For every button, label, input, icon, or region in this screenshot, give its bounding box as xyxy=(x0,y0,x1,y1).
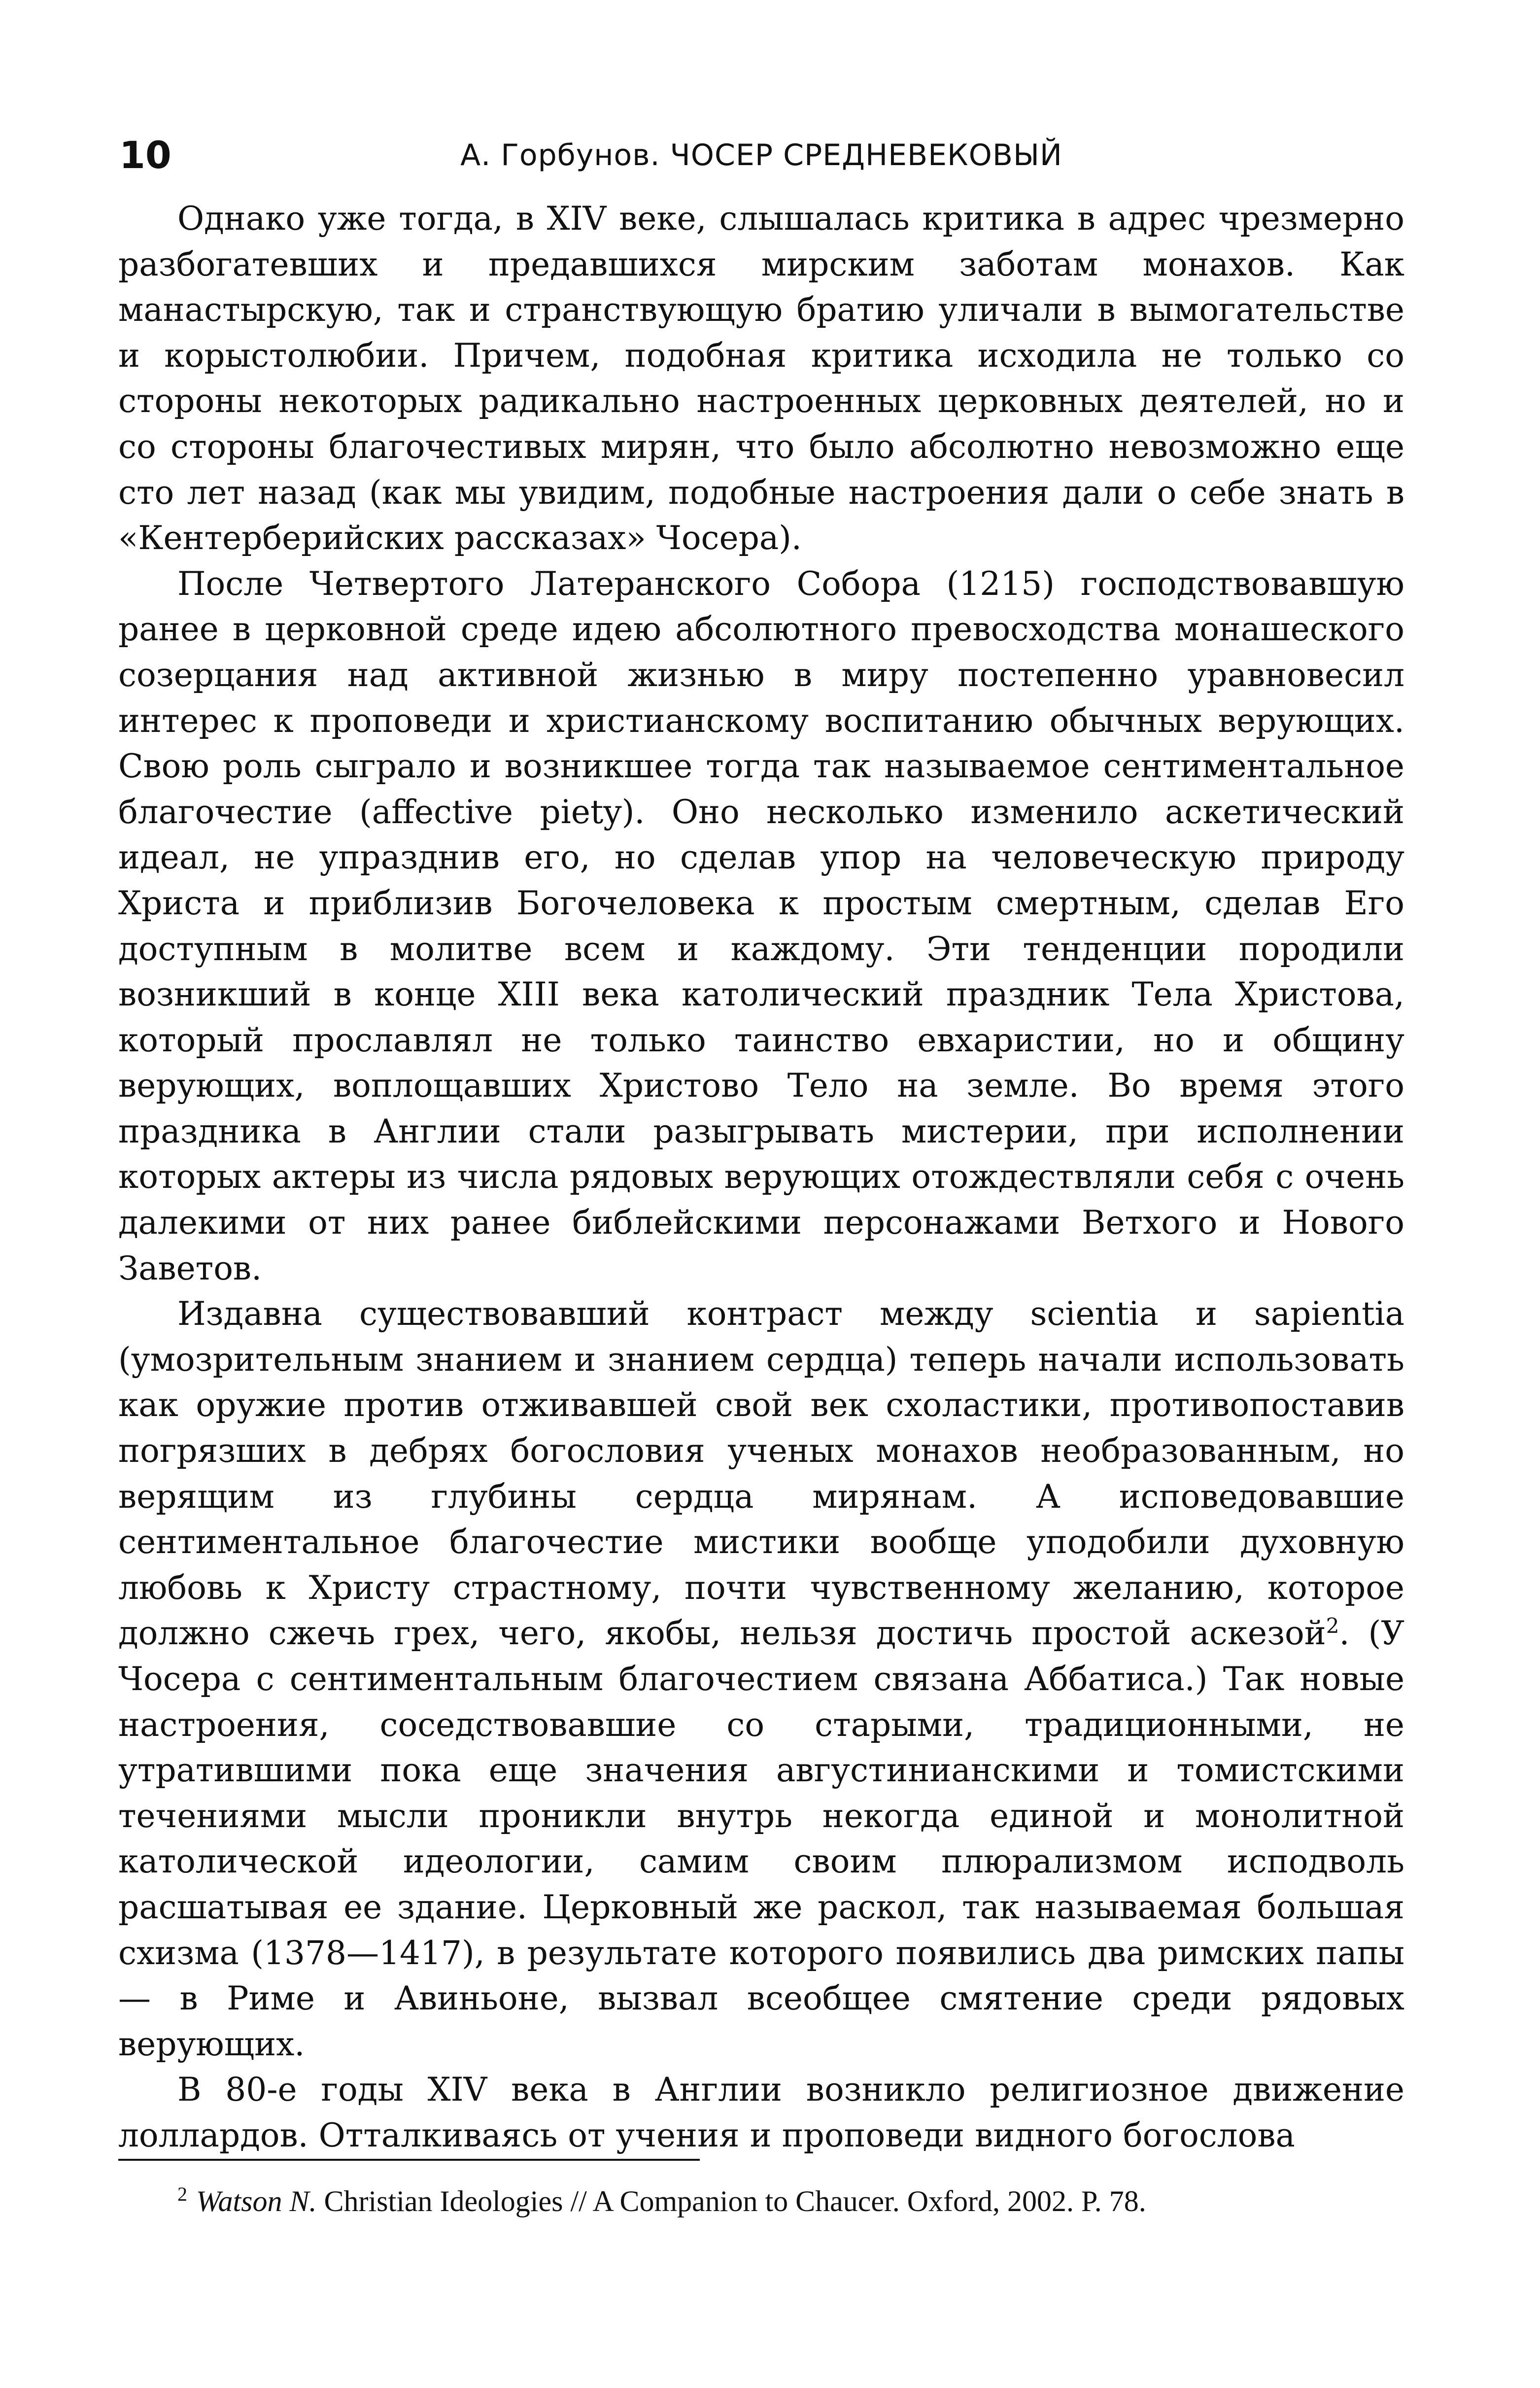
paragraph-3-text-before: Издавна существовавший контраст между scientia и sapientia (умозрительным знанием и знанием сердца) теперь начали использовать как оружие против отживавшей свой век схоластики, противопоставив погрязших в дебрях богословия ученых монахов необразованным, но верящим из глубины сердца мирянам. А исповедовавшие сентиментальное благочестие мистики вообще уподобили духовную любовь к Христу страстному, почти чувственному желанию, которое должно сжечь грех, чего, якобы, нельзя достичь простой аскезой xyxy=(118,1295,1404,1653)
paragraph-4: В 80-е годы XIV века в Англии возникло религиозное движение лоллардов. Отталкиваясь от учения и проповеди видного богослова xyxy=(118,2071,1404,2154)
body-text xyxy=(118,196,1404,2159)
paragraph-2: После Четвертого Латеранского Собора (1215) господствовавшую ранее в церковной среде идею абсолютного превосходства монашеского созерцания над активной жизнью в миру постепенно уравновесил интерес к проповеди и христианскому воспитанию обычных верующих. Свою роль сыграло и возникшее тогда так называемое сентиментальное благочестие (affective piety). Оно несколько изменило аскетический идеал, не упразднив его, но сделав упор на человеческую природу Христа и приблизив Богочеловека к простым смертным, сделав Его доступным в молитве всем и каждому. Эти тенденции породили возникший в конце XIII века католический праздник Тела Христова, который прославлял не только таинство евхаристии, но и общину верующих, воплощавших Христово Тело на земле. Во время этого праздника в Англии стали разыгрывать мистерии, при исполнении которых актеры из числа рядовых верующих отождествляли себя с очень далекими от них ранее библейскими персонажами Ветхого и Нового Заветов. xyxy=(118,564,1404,1287)
running-head xyxy=(118,128,1404,182)
footnote-reference[interactable]: 2 xyxy=(1326,1614,1339,1638)
footnote-divider xyxy=(118,2159,700,2161)
paragraph-3 xyxy=(118,1291,1404,2067)
footnote xyxy=(177,2181,1404,2221)
running-title: А. Горбунов. ЧОСЕР СРЕДНЕВЕКОВЫЙ xyxy=(460,138,1062,173)
paragraph-3-text-after: . (У Чосера с сентиментальным благочестием связана Аббатиса.) Так новые настроения, соседствовавшие со старыми, традиционными, не утратившими пока еще значения августинианскими и томистскими течениями мысли проникли внутрь некогда единой и монолитной католической идеологии, самим своим плюрализмом исподволь расшатывая ее здание. Церковный же раскол, так называемая большая схизма (1378—1417), в результате которого появились два римских папы — в Риме и Авиньоне, вызвал всеобщее смятение среди рядовых верующих. xyxy=(118,1614,1404,2063)
page-number: 10 xyxy=(119,133,171,177)
paragraph-1: Однако уже тогда, в XIV веке, слышалась критика в адрес чрезмерно разбогатевших и предавшихся мирским заботам монахов. Как манастырскую, так и странствующую братию уличали в вымогательстве и корыстолюбии. Причем, подобная критика исходила не только со стороны некоторых радикально настроенных церковных деятелей, но и со стороны благочестивых мирян, что было абсолютно невозможно еще сто лет назад (как мы увидим, подобные настроения дали о себе знать в «Кентерберийских рассказах» Чосера). xyxy=(118,200,1404,557)
footnote-number: 2 xyxy=(177,2183,187,2205)
footnote-citation: Christian Ideologies // A Companion to Chaucer. Oxford, 2002. P. 78. xyxy=(316,2185,1146,2217)
footnote-author: Watson N. xyxy=(196,2185,317,2217)
book-page xyxy=(118,113,1404,2331)
